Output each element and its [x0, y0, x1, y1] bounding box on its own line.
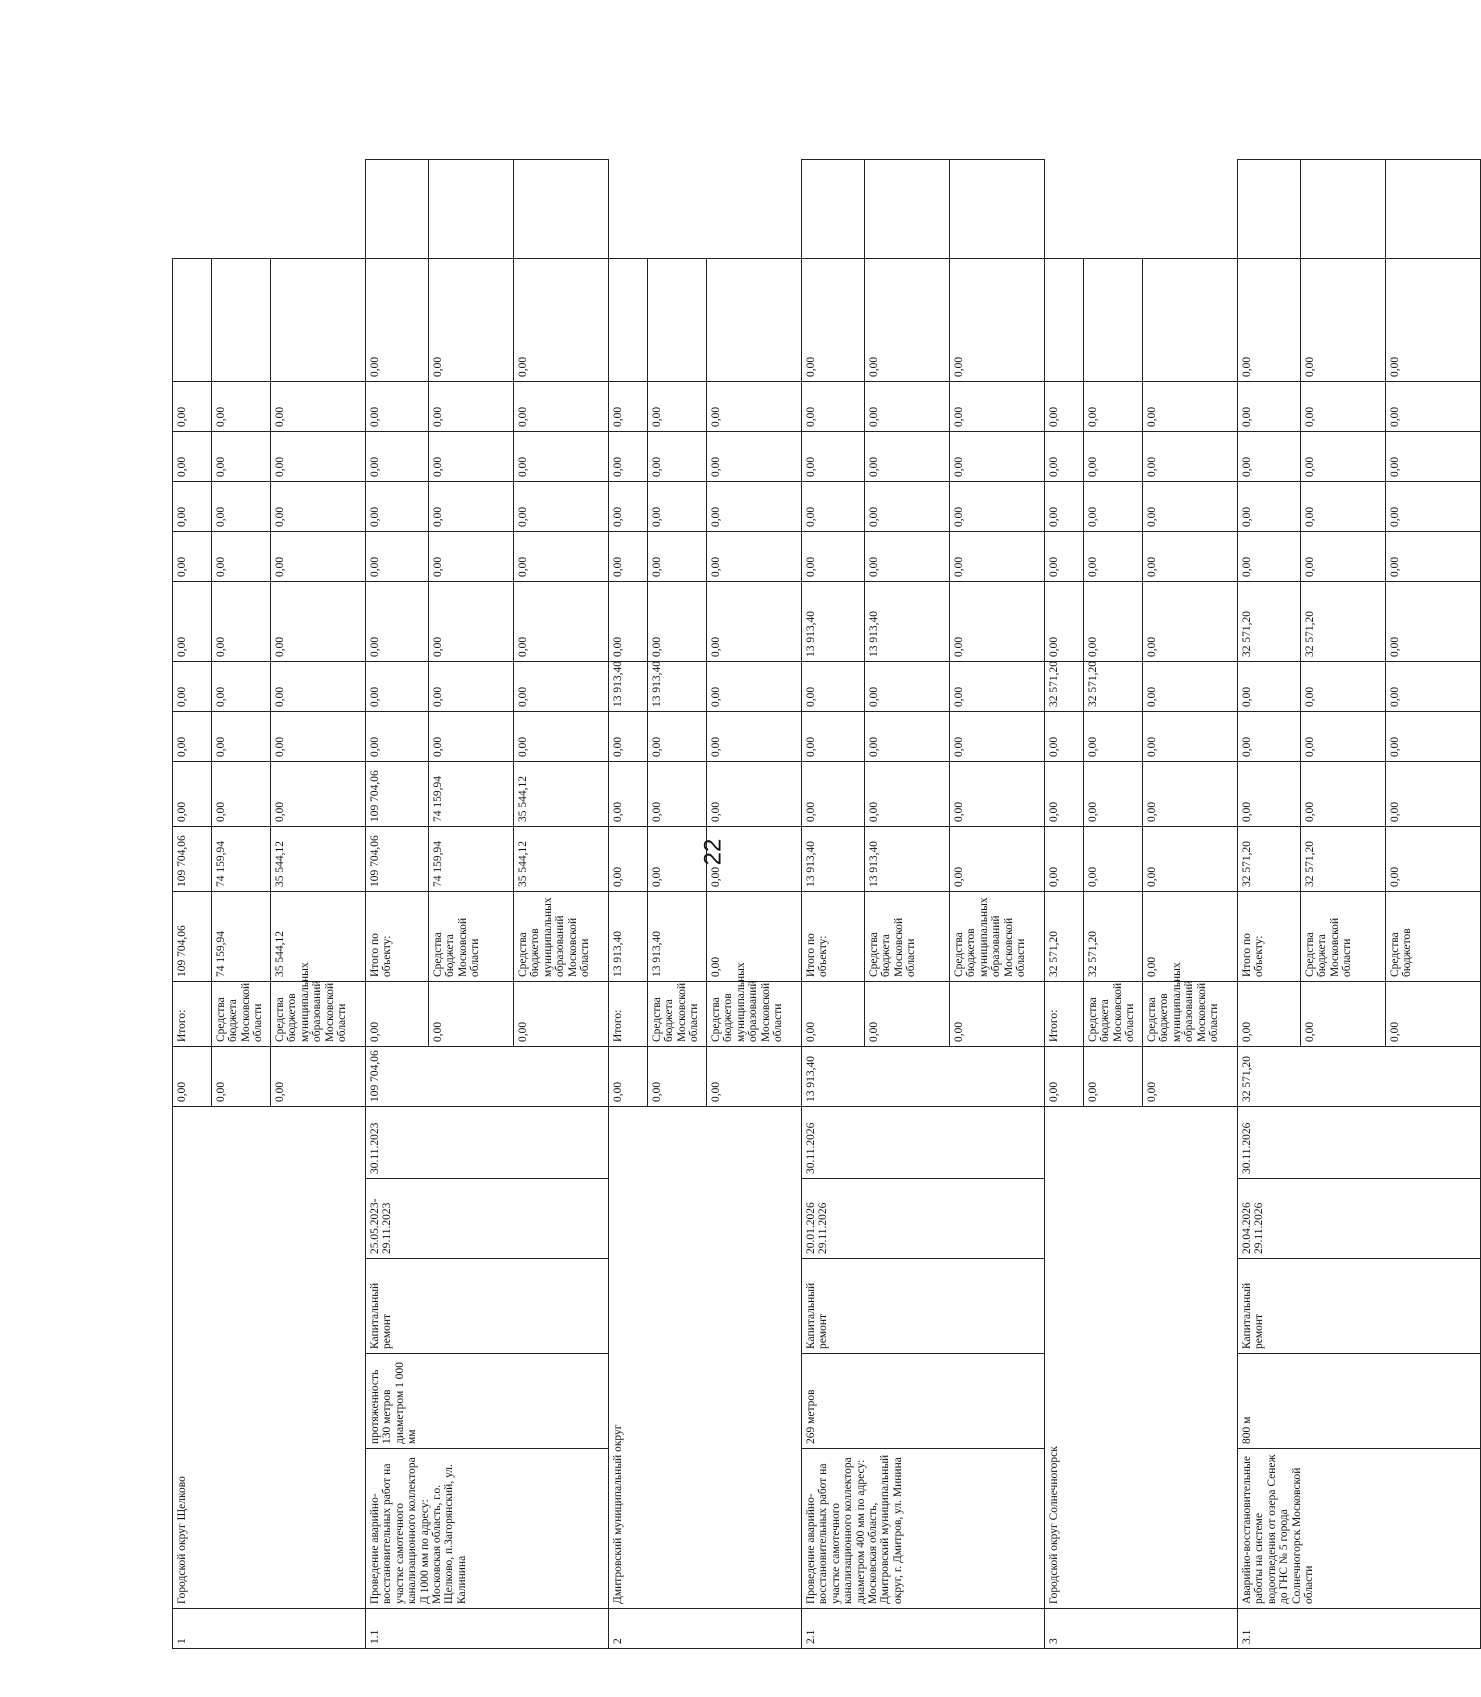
amount-cell: 74 159,94	[429, 762, 514, 827]
amount-cell: 32 571,20	[1045, 662, 1084, 712]
amount-cell: 0,00	[609, 382, 648, 432]
amount-cell: 0,00	[366, 382, 429, 432]
amount-cell: 0,00	[366, 532, 429, 582]
amount-cell: 0,00	[429, 982, 514, 1047]
section-number: 2	[609, 1609, 802, 1649]
amount-cell: 0,00	[648, 1047, 707, 1107]
amount-cell: 0,00	[1386, 662, 1481, 712]
amount-cell: 0,00	[648, 762, 707, 827]
amount-cell: 0,00	[173, 762, 212, 827]
section-title: Дмитровский муниципальный округ	[609, 1107, 802, 1609]
amount-cell: 0,00	[707, 582, 802, 662]
amount-cell: 0,00	[609, 532, 648, 582]
page-number: 22	[699, 838, 727, 866]
amount-cell: 0,00	[950, 827, 1045, 892]
funding-source-cell: Средства бюджета Московской области	[1084, 982, 1143, 1047]
funding-source-cell: Итого:	[173, 982, 212, 1047]
amount-cell: 32 571,20	[1084, 892, 1143, 982]
amount-cell: 0,00	[429, 532, 514, 582]
funding-source-cell: Итого по объекту:	[802, 892, 865, 982]
amount-cell: 0,00	[1386, 532, 1481, 582]
amount-cell: 0,00	[865, 532, 950, 582]
work-period: 20.04.2026 29.11.2026	[1238, 1179, 1481, 1259]
amount-cell: 0,00	[950, 582, 1045, 662]
amount-cell: 0,00	[1084, 582, 1143, 662]
empty-cell	[802, 160, 865, 259]
amount-cell: 0,00	[1045, 382, 1084, 432]
amount-cell: 0,00	[865, 259, 950, 382]
amount-cell: 0,00	[271, 532, 366, 582]
amount-cell: 74 159,94	[429, 827, 514, 892]
amount-cell: 0,00	[1238, 432, 1301, 482]
amount-cell: 0,00	[366, 662, 429, 712]
amount-cell: 0,00	[1143, 1047, 1238, 1107]
amount-cell: 0,00	[366, 712, 429, 762]
amount-cell: 0,00	[950, 259, 1045, 382]
amount-cell: 0,00	[609, 432, 648, 482]
funding-source-cell: Средства бюджетов муниципальных образований Московской области	[707, 982, 802, 1047]
object-row	[366, 160, 429, 1649]
funding-source-cell: Средства бюджетов муниципальных образований Московской области	[1143, 982, 1238, 1047]
opening-date: 30.11.2026	[1238, 1107, 1481, 1179]
amount-cell: 109 704,06	[366, 827, 429, 892]
amount-cell: 13 913,40	[865, 827, 950, 892]
amount-cell: 0,00	[1386, 712, 1481, 762]
amount-cell: 0,00	[707, 432, 802, 482]
object-capacity: протяженность 130 метров диаметром 1 000 мм	[366, 1354, 609, 1449]
empty-cell	[1084, 259, 1143, 382]
amount-cell: 13 913,40	[865, 582, 950, 662]
empty-cell	[707, 259, 802, 382]
amount-cell: 0,00	[212, 432, 271, 482]
amount-cell: 0,00	[514, 662, 609, 712]
amount-cell: 0,00	[609, 827, 648, 892]
amount-cell: 0,00	[212, 532, 271, 582]
amount-cell: 0,00	[865, 432, 950, 482]
amount-cell: 0,00	[950, 762, 1045, 827]
object-capacity: 800 м	[1238, 1354, 1481, 1449]
amount-cell: 0,00	[865, 662, 950, 712]
amount-cell: 0,00	[1301, 712, 1386, 762]
amount-cell: 0,00	[1143, 482, 1238, 532]
amount-cell: 0,00	[173, 432, 212, 482]
amount-cell: 0,00	[173, 1047, 212, 1107]
amount-cell: 0,00	[1084, 532, 1143, 582]
empty-cell	[1143, 259, 1238, 382]
amount-cell: 0,00	[366, 482, 429, 532]
amount-cell: 0,00	[212, 762, 271, 827]
amount-cell: 0,00	[1301, 982, 1386, 1047]
amount-cell: 109 704,06	[173, 892, 212, 982]
amount-cell: 109 704,06	[173, 827, 212, 892]
object-row	[1238, 160, 1301, 1649]
amount-cell: 0,00	[1238, 712, 1301, 762]
amount-cell: 0,00	[1045, 482, 1084, 532]
amount-cell: 0,00	[950, 712, 1045, 762]
amount-cell: 0,00	[1143, 382, 1238, 432]
amount-cell: 0,00	[865, 712, 950, 762]
amount-cell: 0,00	[648, 432, 707, 482]
amount-cell: 13 913,40	[802, 827, 865, 892]
work-period: 25.05.2023-29.11.2023	[366, 1179, 609, 1259]
amount-cell: 0,00	[1045, 582, 1084, 662]
amount-cell: 0,00	[173, 382, 212, 432]
amount-cell: 0,00	[707, 892, 802, 982]
amount-cell: 0,00	[802, 432, 865, 482]
amount-cell: 0,00	[1143, 827, 1238, 892]
object-cost: 109 704,06	[366, 1047, 609, 1107]
amount-cell: 0,00	[1084, 712, 1143, 762]
amount-cell: 0,00	[1386, 982, 1481, 1047]
amount-cell: 35 544,12	[271, 892, 366, 982]
amount-cell: 0,00	[950, 982, 1045, 1047]
section-summary-row	[1045, 160, 1084, 1649]
section-summary-row	[173, 160, 212, 1649]
amount-cell: 0,00	[429, 712, 514, 762]
opening-date: 30.11.2026	[802, 1107, 1045, 1179]
funding-source-cell: Средства бюджетов муниципальных образований Московской области	[514, 892, 609, 982]
amount-cell: 32 571,20	[1301, 582, 1386, 662]
amount-cell: 0,00	[429, 662, 514, 712]
amount-cell: 109 704,06	[366, 762, 429, 827]
empty-cell	[1238, 160, 1301, 259]
amount-cell: 0,00	[271, 482, 366, 532]
work-type: Капитальный ремонт	[366, 1259, 609, 1354]
empty-cell	[1301, 160, 1386, 259]
amount-cell: 0,00	[1084, 432, 1143, 482]
amount-cell: 0,00	[271, 382, 366, 432]
amount-cell: 0,00	[1386, 827, 1481, 892]
amount-cell: 0,00	[1084, 382, 1143, 432]
amount-cell: 0,00	[1143, 762, 1238, 827]
section-number: 3	[1045, 1609, 1238, 1649]
amount-cell: 0,00	[1143, 432, 1238, 482]
amount-cell: 0,00	[1301, 432, 1386, 482]
opening-date: 30.11.2023	[366, 1107, 609, 1179]
amount-cell: 0,00	[271, 582, 366, 662]
amount-cell: 0,00	[1386, 582, 1481, 662]
amount-cell: 0,00	[271, 662, 366, 712]
amount-cell: 0,00	[1084, 827, 1143, 892]
amount-cell: 0,00	[429, 259, 514, 382]
amount-cell: 0,00	[609, 582, 648, 662]
amount-cell: 74 159,94	[212, 827, 271, 892]
empty-cell	[271, 259, 366, 382]
object-number: 1.1	[366, 1609, 609, 1649]
amount-cell: 32 571,20	[1084, 662, 1143, 712]
funding-source-cell: Средства бюджета Московской области	[865, 892, 950, 982]
amount-cell: 0,00	[366, 259, 429, 382]
object-cost: 13 913,40	[802, 1047, 1045, 1107]
amount-cell: 0,00	[271, 432, 366, 482]
amount-cell: 0,00	[609, 482, 648, 532]
object-capacity: 269 метров	[802, 1354, 1045, 1449]
amount-cell: 0,00	[1386, 382, 1481, 432]
empty-cell	[173, 259, 212, 382]
amount-cell: 0,00	[429, 582, 514, 662]
amount-cell: 0,00	[707, 712, 802, 762]
amount-cell: 0,00	[802, 662, 865, 712]
amount-cell: 0,00	[366, 582, 429, 662]
amount-cell: 35 544,12	[271, 827, 366, 892]
amount-cell: 0,00	[1301, 259, 1386, 382]
amount-cell: 0,00	[707, 827, 802, 892]
amount-cell: 0,00	[1143, 892, 1238, 982]
amount-cell: 0,00	[429, 482, 514, 532]
investment-table	[172, 159, 1481, 1649]
amount-cell: 0,00	[950, 482, 1045, 532]
amount-cell: 0,00	[1045, 712, 1084, 762]
amount-cell: 0,00	[271, 712, 366, 762]
amount-cell: 0,00	[366, 432, 429, 482]
object-number: 2.1	[802, 1609, 1045, 1649]
funding-source-cell: Средства бюджета Московской области	[212, 982, 271, 1047]
empty-cell	[366, 160, 429, 259]
amount-cell: 0,00	[514, 712, 609, 762]
amount-cell: 13 913,40	[648, 662, 707, 712]
work-type: Капитальный ремонт	[1238, 1259, 1481, 1354]
funding-source-cell: Итого:	[1045, 982, 1084, 1047]
amount-cell: 0,00	[648, 482, 707, 532]
funding-source-cell: Средства бюджетов муниципальных образований Московской области	[271, 982, 366, 1047]
amount-cell: 0,00	[1238, 382, 1301, 432]
amount-cell: 0,00	[648, 382, 707, 432]
amount-cell: 0,00	[865, 982, 950, 1047]
empty-cell	[1386, 160, 1481, 259]
amount-cell: 0,00	[1238, 762, 1301, 827]
amount-cell: 0,00	[514, 259, 609, 382]
empty-cell	[950, 160, 1045, 259]
amount-cell: 35 544,12	[514, 762, 609, 827]
amount-cell: 0,00	[1301, 482, 1386, 532]
empty-cell	[648, 259, 707, 382]
amount-cell: 0,00	[707, 1047, 802, 1107]
amount-cell: 0,00	[366, 982, 429, 1047]
amount-cell: 0,00	[648, 712, 707, 762]
empty-cell	[429, 160, 514, 259]
section-title: Городской округ Щелково	[173, 1107, 366, 1609]
amount-cell: 0,00	[1301, 762, 1386, 827]
amount-cell: 0,00	[609, 762, 648, 827]
empty-cell	[609, 259, 648, 382]
amount-cell: 0,00	[865, 382, 950, 432]
amount-cell: 0,00	[1045, 1047, 1084, 1107]
object-name: Проведение аварийно-восстановительных работ на участке самотечного канализационного коллектора диаметром 400 мм по адресу: Московская область, Дмитровский муниципальный округ, г. Дмитров, ул. Минина	[802, 1449, 1045, 1609]
amount-cell: 0,00	[802, 382, 865, 432]
amount-cell: 0,00	[707, 662, 802, 712]
amount-cell: 32 571,20	[1045, 892, 1084, 982]
amount-cell: 0,00	[429, 432, 514, 482]
amount-cell: 0,00	[950, 532, 1045, 582]
amount-cell: 0,00	[950, 662, 1045, 712]
amount-cell: 0,00	[514, 582, 609, 662]
amount-cell: 0,00	[1386, 432, 1481, 482]
amount-cell: 13 913,40	[648, 892, 707, 982]
amount-cell: 0,00	[212, 382, 271, 432]
amount-cell: 0,00	[707, 382, 802, 432]
amount-cell: 0,00	[271, 762, 366, 827]
amount-cell: 0,00	[802, 482, 865, 532]
amount-cell: 0,00	[1045, 827, 1084, 892]
amount-cell: 0,00	[1143, 582, 1238, 662]
amount-cell: 0,00	[802, 259, 865, 382]
amount-cell: 0,00	[1301, 382, 1386, 432]
amount-cell: 0,00	[1045, 532, 1084, 582]
amount-cell: 0,00	[514, 982, 609, 1047]
amount-cell: 0,00	[212, 712, 271, 762]
amount-cell: 0,00	[173, 662, 212, 712]
amount-cell: 0,00	[648, 532, 707, 582]
amount-cell: 0,00	[1386, 762, 1481, 827]
amount-cell: 0,00	[1238, 259, 1301, 382]
funding-source-cell: Средства бюджетов муниципальных образований Московской области	[950, 892, 1045, 982]
amount-cell: 0,00	[1045, 432, 1084, 482]
object-row	[802, 160, 865, 1649]
amount-cell: 0,00	[212, 482, 271, 532]
amount-cell: 0,00	[802, 712, 865, 762]
amount-cell: 0,00	[1238, 482, 1301, 532]
amount-cell: 0,00	[707, 482, 802, 532]
amount-cell: 0,00	[707, 532, 802, 582]
amount-cell: 0,00	[429, 382, 514, 432]
object-name: Аварийно-восстановительные работы на системе водоотведения от озера Сенеж до ГНС № 5 города Солнечногорск Московской области	[1238, 1449, 1481, 1609]
object-cost: 32 571,20	[1238, 1047, 1481, 1107]
amount-cell: 0,00	[802, 762, 865, 827]
funding-source-cell: Итого по объекту:	[366, 892, 429, 982]
amount-cell: 0,00	[1238, 982, 1301, 1047]
empty-cell	[212, 259, 271, 382]
amount-cell: 32 571,20	[1238, 827, 1301, 892]
funding-source-cell: Итого:	[609, 982, 648, 1047]
work-period: 20.01.2026 29.11.2026	[802, 1179, 1045, 1259]
amount-cell: 0,00	[707, 762, 802, 827]
amount-cell: 0,00	[212, 662, 271, 712]
empty-cell	[514, 160, 609, 259]
object-number: 3.1	[1238, 1609, 1481, 1649]
funding-source-cell: Средства бюджетов	[1386, 892, 1481, 982]
amount-cell: 0,00	[1386, 482, 1481, 532]
amount-cell: 0,00	[1238, 662, 1301, 712]
amount-cell: 32 571,20	[1238, 582, 1301, 662]
amount-cell: 13 913,40	[609, 892, 648, 982]
amount-cell: 13 913,40	[609, 662, 648, 712]
amount-cell: 0,00	[1301, 662, 1386, 712]
amount-cell: 0,00	[212, 582, 271, 662]
rotated-budget-table-page	[172, 159, 1414, 1649]
amount-cell: 0,00	[648, 827, 707, 892]
work-type: Капитальный ремонт	[802, 1259, 1045, 1354]
amount-cell: 35 544,12	[514, 827, 609, 892]
amount-cell: 0,00	[271, 1047, 366, 1107]
amount-cell: 0,00	[865, 482, 950, 532]
amount-cell: 32 571,20	[1301, 827, 1386, 892]
table-body	[173, 160, 1481, 1649]
amount-cell: 0,00	[609, 712, 648, 762]
amount-cell: 0,00	[1084, 482, 1143, 532]
amount-cell: 0,00	[1084, 762, 1143, 827]
amount-cell: 0,00	[1238, 532, 1301, 582]
amount-cell: 0,00	[1143, 712, 1238, 762]
amount-cell: 0,00	[950, 432, 1045, 482]
amount-cell: 0,00	[173, 482, 212, 532]
amount-cell: 0,00	[1084, 1047, 1143, 1107]
funding-source-cell: Итого по объекту:	[1238, 892, 1301, 982]
empty-cell	[1045, 259, 1084, 382]
amount-cell: 0,00	[802, 532, 865, 582]
amount-cell: 74 159,94	[212, 892, 271, 982]
section-summary-row	[609, 160, 648, 1649]
section-title: Городской округ Солнечногорск	[1045, 1107, 1238, 1609]
amount-cell: 0,00	[173, 582, 212, 662]
funding-source-cell: Средства бюджета Московской области	[648, 982, 707, 1047]
amount-cell: 0,00	[648, 582, 707, 662]
amount-cell: 0,00	[1143, 532, 1238, 582]
amount-cell: 0,00	[865, 762, 950, 827]
amount-cell: 0,00	[173, 712, 212, 762]
object-name: Проведение аварийно-восстановительных работ на участке самотечного канализационного коллектора Д 1000 мм по адресу: Московская область, г.о. Щелково, п.Загорянский, ул. Калинина	[366, 1449, 609, 1609]
amount-cell: 0,00	[802, 982, 865, 1047]
amount-cell: 0,00	[514, 482, 609, 532]
section-number: 1	[173, 1609, 366, 1649]
amount-cell: 0,00	[1301, 532, 1386, 582]
amount-cell: 0,00	[1386, 259, 1481, 382]
amount-cell: 0,00	[212, 1047, 271, 1107]
amount-cell: 13 913,40	[802, 582, 865, 662]
funding-source-cell: Средства бюджета Московской области	[429, 892, 514, 982]
amount-cell: 0,00	[514, 532, 609, 582]
amount-cell: 0,00	[950, 382, 1045, 432]
amount-cell: 0,00	[1143, 662, 1238, 712]
amount-cell: 0,00	[609, 1047, 648, 1107]
amount-cell: 0,00	[514, 382, 609, 432]
empty-cell	[865, 160, 950, 259]
amount-cell: 0,00	[1045, 762, 1084, 827]
amount-cell: 0,00	[173, 532, 212, 582]
funding-source-cell: Средства бюджета Московской области	[1301, 892, 1386, 982]
amount-cell: 0,00	[514, 432, 609, 482]
